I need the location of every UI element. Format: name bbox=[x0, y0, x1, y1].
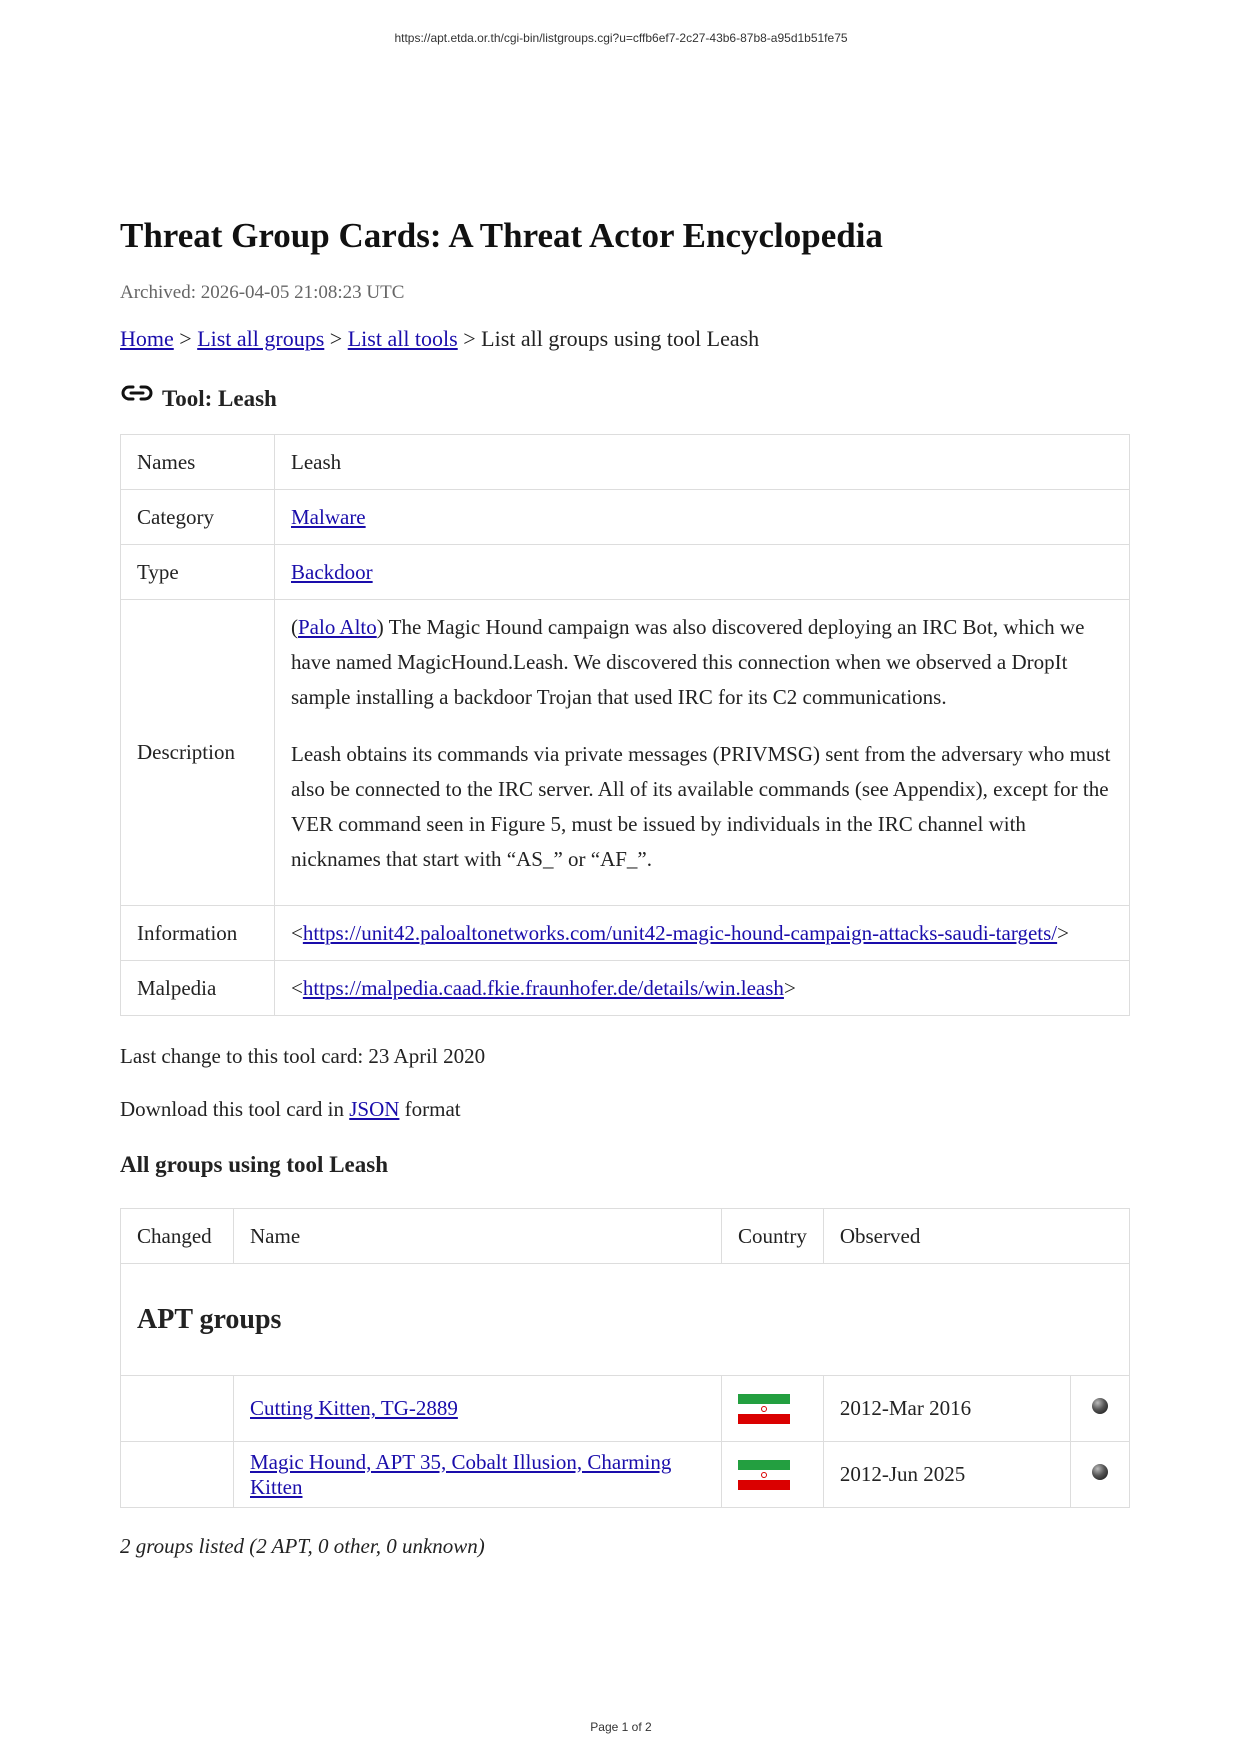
type-cell bbox=[275, 545, 1130, 600]
breadcrumb bbox=[120, 326, 1130, 352]
table-row bbox=[121, 545, 1130, 600]
table-row bbox=[121, 600, 1130, 906]
breadcrumb-home-link[interactable]: Home bbox=[120, 326, 174, 351]
information-link[interactable]: https://unit42.paloaltonetworks.com/unit42-magic-hound-campaign-attacks-saudi-targets/ bbox=[302, 920, 1058, 945]
table-row bbox=[121, 490, 1130, 545]
tool-heading-text: Tool: Leash bbox=[162, 386, 277, 411]
name-cell bbox=[234, 1376, 722, 1442]
column-header-observed: Observed bbox=[823, 1209, 1129, 1264]
category-link[interactable]: Malware bbox=[291, 504, 366, 529]
description-paragraph: Leash obtains its commands via private messages (PRIVMSG) sent from the adversary who must also be connected to the IRC server. All of its available commands (see Appendix), except for the VER command seen in Figure 5, must be issued by individuals in the IRC channel with nicknames that start with “AS_” or “AF_”. bbox=[291, 742, 1111, 871]
table-row bbox=[121, 961, 1130, 1016]
name-cell bbox=[234, 1442, 722, 1508]
column-header-name: Name bbox=[234, 1209, 722, 1264]
breadcrumb-separator: > bbox=[179, 326, 192, 351]
breadcrumb-tools-link[interactable]: List all tools bbox=[347, 326, 458, 351]
country-cell bbox=[722, 1442, 824, 1508]
archived-timestamp: Archived: 2026-04-05 21:08:23 UTC bbox=[120, 282, 405, 303]
tool-info-table bbox=[120, 434, 1130, 1016]
group-link[interactable]: Cutting Kitten, TG-2889 bbox=[250, 1396, 458, 1420]
status-dot-icon bbox=[1092, 1398, 1108, 1414]
last-change-text: Last change to this tool card: 23 April 2020 bbox=[120, 1044, 486, 1068]
download-line bbox=[120, 1097, 1130, 1122]
table-header-row bbox=[121, 1209, 1130, 1264]
description-label: Description bbox=[121, 600, 275, 906]
names-label: Names bbox=[121, 435, 275, 490]
changed-cell bbox=[121, 1376, 234, 1442]
status-cell bbox=[1071, 1376, 1130, 1442]
table-row bbox=[121, 435, 1130, 490]
iran-flag-icon bbox=[738, 1394, 790, 1424]
names-value: Leash bbox=[275, 435, 1130, 490]
breadcrumb-groups-link[interactable]: List all groups bbox=[197, 326, 325, 351]
category-cell bbox=[275, 490, 1130, 545]
iran-flag-icon bbox=[738, 1460, 790, 1490]
observed-cell: 2012-Jun 2025 bbox=[823, 1442, 1070, 1508]
category-label: Category bbox=[121, 490, 275, 545]
section-title: APT groups bbox=[121, 1264, 1130, 1376]
table-row bbox=[121, 1376, 1130, 1442]
section-row bbox=[121, 1264, 1130, 1376]
description-source-link[interactable]: Palo Alto bbox=[298, 615, 377, 639]
observed-cell: 2012-Mar 2016 bbox=[823, 1376, 1070, 1442]
download-suffix: format bbox=[404, 1097, 461, 1121]
column-header-country: Country bbox=[722, 1209, 824, 1264]
status-cell bbox=[1071, 1442, 1130, 1508]
information-cell: <https://unit42.paloaltonetworks.com/unit42-magic-hound-campaign-attacks-saudi-targets/> bbox=[275, 906, 1130, 961]
page-url-header: https://apt.etda.or.th/cgi-bin/listgroups.cgi?u=cffb6ef7-2c27-43b6-87b8-a95d1b51fe75 bbox=[394, 31, 848, 45]
tool-heading bbox=[120, 386, 1130, 412]
malpedia-cell: <https://malpedia.caad.fkie.fraunhofer.de/details/win.leash> bbox=[275, 961, 1130, 1016]
breadcrumb-current: List all groups using tool Leash bbox=[481, 326, 760, 351]
breadcrumb-separator: > bbox=[329, 326, 343, 351]
group-link[interactable]: Magic Hound, APT 35, Cobalt Illusion, Charming Kitten bbox=[250, 1449, 672, 1499]
malpedia-label: Malpedia bbox=[121, 961, 275, 1016]
type-link[interactable]: Backdoor bbox=[291, 559, 373, 584]
groups-table bbox=[120, 1208, 1130, 1508]
description-text: The Magic Hound campaign was also discovered deploying an IRC Bot, which we have named MagicHound.Leash. We discovered this connection when we observed a DropIt sample installing a backdoor Trojan that used IRC for its C2 communications. bbox=[291, 615, 1085, 709]
information-label: Information bbox=[121, 906, 275, 961]
page-title: Threat Group Cards: A Threat Actor Encyclopedia bbox=[120, 216, 883, 255]
download-prefix: Download this tool card in bbox=[120, 1097, 344, 1121]
type-label: Type bbox=[121, 545, 275, 600]
country-cell bbox=[722, 1376, 824, 1442]
table-row bbox=[121, 1442, 1130, 1508]
status-dot-icon bbox=[1092, 1464, 1108, 1480]
description-cell bbox=[275, 600, 1130, 906]
description-paragraph: (Palo Alto) The Magic Hound campaign was also discovered deploying an IRC Bot, which we have named MagicHound.Leash. We discovered this connection when we observed a DropIt sample installing a backdoor Trojan that used IRC for its C2 communications. bbox=[291, 615, 1085, 709]
json-download-link[interactable]: JSON bbox=[349, 1097, 400, 1121]
table-row bbox=[121, 906, 1130, 961]
groups-heading: All groups using tool Leash bbox=[120, 1152, 388, 1177]
main-content bbox=[120, 210, 1130, 1559]
groups-summary: 2 groups listed (2 APT, 0 other, 0 unknown) bbox=[120, 1534, 485, 1558]
column-header-changed: Changed bbox=[121, 1209, 234, 1264]
link-icon bbox=[120, 382, 154, 404]
changed-cell bbox=[121, 1442, 234, 1508]
page-footer: Page 1 of 2 bbox=[590, 1720, 652, 1734]
malpedia-link[interactable]: https://malpedia.caad.fkie.fraunhofer.de/details/win.leash bbox=[302, 975, 784, 1000]
breadcrumb-separator: > bbox=[463, 326, 476, 351]
